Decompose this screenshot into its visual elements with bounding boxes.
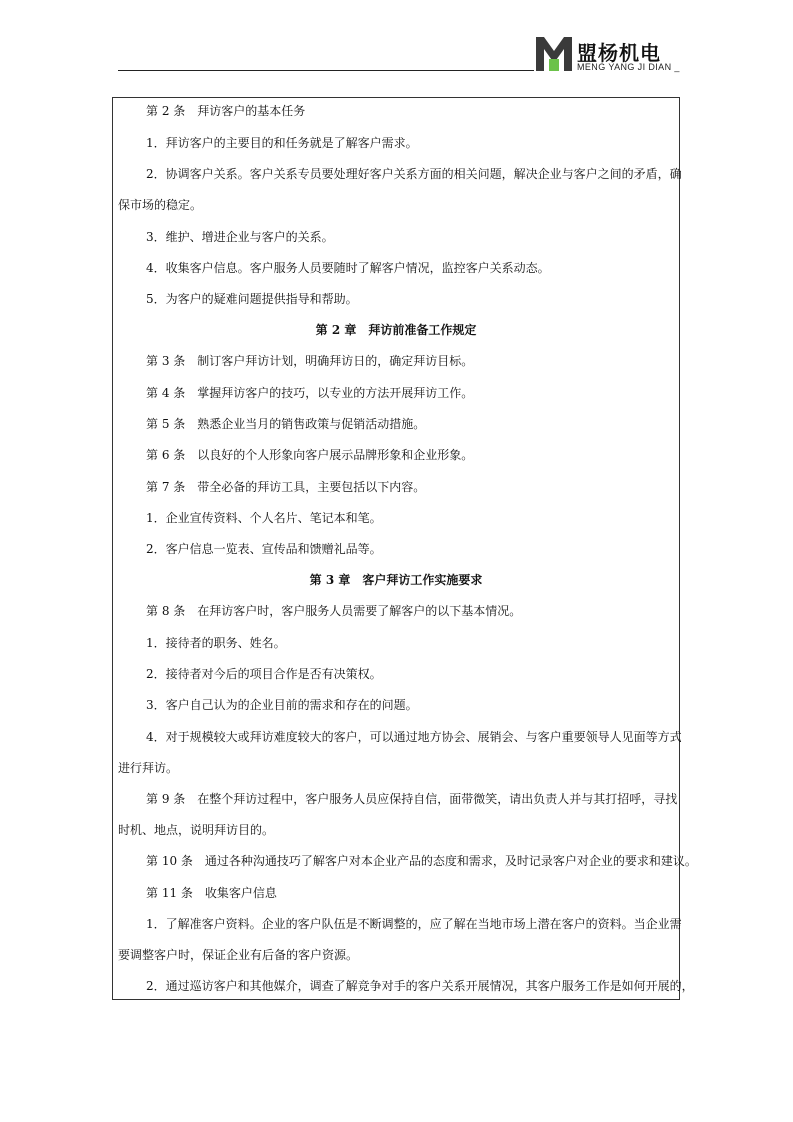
- paragraph-line: 要调整客户时，保证企业有后备的客户资源。: [118, 948, 359, 962]
- paragraph-line: 进行拜访。: [118, 761, 179, 775]
- paragraph-line: 保市场的稳定。: [118, 198, 203, 212]
- paragraph-line: 第 9 条 在整个拜访过程中，客户服务人员应保持自信，面带微笑，请出负责人并与其打招呼，寻找: [146, 792, 678, 806]
- paragraph-line: 第 8 条 在拜访客户时，客户服务人员需要了解客户的以下基本情况。: [146, 604, 522, 618]
- paragraph-line: 第 6 条 以良好的个人形象向客户展示品牌形象和企业形象。: [146, 448, 474, 462]
- company-logo: [536, 36, 680, 76]
- paragraph-line: 1．企业宣传资料、个人名片、笔记本和笔。: [146, 511, 382, 525]
- paragraph-line: 3．维护、增进企业与客户的关系。: [146, 230, 334, 244]
- paragraph-line: 3．客户自己认为的企业目前的需求和存在的问题。: [146, 698, 418, 712]
- header-rule: [118, 70, 534, 71]
- paragraph-line: 2．客户信息一览表、宣传品和馈赠礼品等。: [146, 542, 382, 556]
- chapter-heading: 第 3 章 客户拜访工作实施要求: [309, 573, 483, 587]
- paragraph-line: 第 3 条 制订客户拜访计划，明确拜访日的，确定拜访目标。: [146, 354, 474, 368]
- logo-english-name: MENG YANG JI DIAN _: [577, 62, 680, 72]
- paragraph-line: 第 11 条 收集客户信息: [146, 886, 277, 900]
- paragraph-line: 2．通过巡访客户和其他媒介，调查了解竞争对手的客户关系开展情况，其客户服务工作是如何开展的，: [146, 979, 694, 993]
- paragraph-line: 2．协调客户关系。客户关系专员要处理好客户关系方面的相关问题，解决企业与客户之间的矛盾，确: [146, 167, 682, 181]
- paragraph-line: 第 4 条 掌握拜访客户的技巧，以专业的方法开展拜访工作。: [146, 386, 474, 400]
- paragraph-line: 时机、地点，说明拜访目的。: [118, 823, 275, 837]
- logo-mark-icon: [536, 37, 572, 71]
- paragraph-line: 4．收集客户信息。客户服务人员要随时了解客户情况，监控客户关系动态。: [146, 261, 550, 275]
- paragraph-line: 第 10 条 通过各种沟通技巧了解客户对本企业产品的态度和需求，及时记录客户对企业的要求和建议。: [146, 854, 697, 868]
- chapter-heading: 第 2 章 拜访前准备工作规定: [315, 323, 477, 337]
- logo-chinese-name: 盟杨机电: [577, 41, 661, 65]
- paragraph-line: 1．了解准客户资料。企业的客户队伍是不断调整的，应了解在当地市场上潜在客户的资料。当企业需: [146, 917, 682, 931]
- paragraph-line: 4．对于规模较大或拜访难度较大的客户，可以通过地方协会、展销会、与客户重要领导人见面等方式: [146, 730, 682, 744]
- paragraph-line: 5．为客户的疑难问题提供指导和帮助。: [146, 292, 358, 306]
- paragraph-line: 第 2 条 拜访客户的基本任务: [146, 104, 306, 118]
- paragraph-line: 第 7 条 带全必备的拜访工具，主要包括以下内容。: [146, 480, 426, 494]
- paragraph-line: 1．接待者的职务、姓名。: [146, 636, 286, 650]
- paragraph-line: 2．接待者对今后的项目合作是否有决策权。: [146, 667, 382, 681]
- paragraph-line: 第 5 条 熟悉企业当月的销售政策与促销活动措施。: [146, 417, 426, 431]
- paragraph-line: 1．拜访客户的主要目的和任务就是了解客户需求。: [146, 136, 418, 150]
